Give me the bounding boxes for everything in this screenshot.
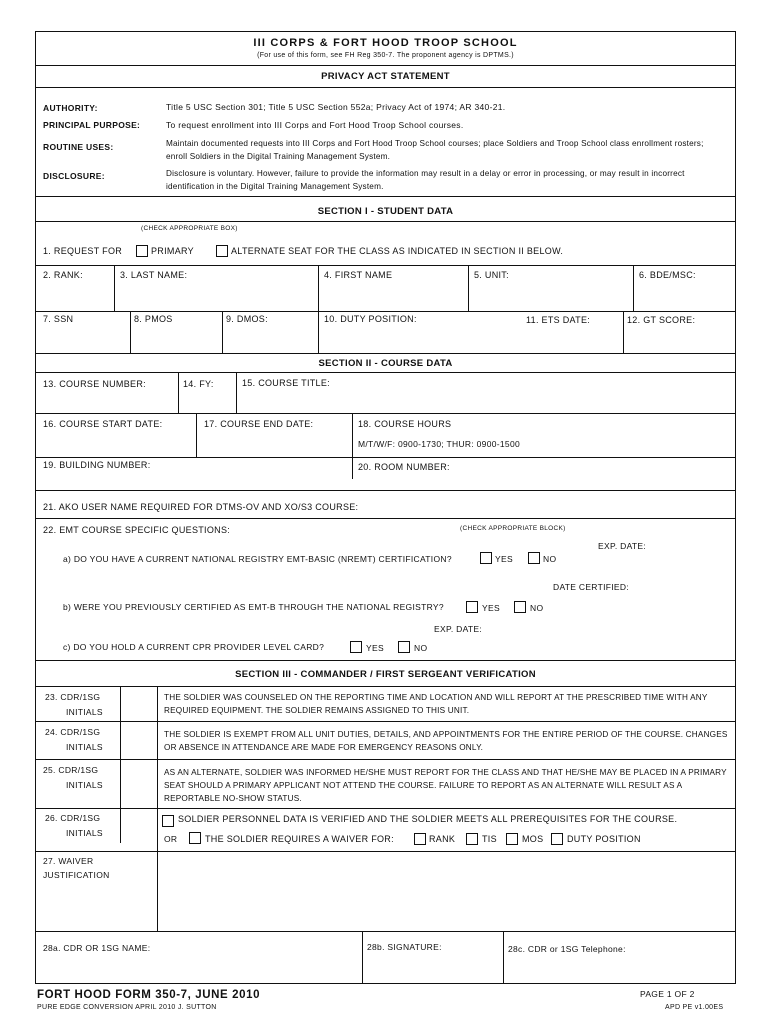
form-subtitle: (For use of this form, see FH Reg 350-7. The proponent agency is DPTMS.)	[257, 52, 514, 59]
divider	[468, 265, 469, 311]
form-number: FORT HOOD FORM 350-7, JUNE 2010	[37, 989, 261, 1001]
divider	[352, 413, 353, 479]
divider	[36, 660, 735, 661]
divider	[36, 851, 735, 852]
divider	[196, 413, 197, 457]
question-b: b) WERE YOU PREVIOUSLY CERTIFIED AS EMT-B THROUGH THE NATIONAL REGISTRY?	[63, 602, 444, 612]
exp-date-c-label: EXP. DATE:	[434, 624, 483, 634]
divider	[222, 311, 223, 353]
ssn-label: 7. SSN	[43, 314, 74, 324]
routine-uses-label: ROUTINE USES:	[43, 142, 114, 152]
exp-date-a-label: EXP. DATE:	[598, 541, 647, 551]
divider	[633, 265, 634, 311]
divider	[36, 65, 735, 66]
building-label: 19. BUILDING NUMBER:	[43, 460, 151, 470]
duty-position-checkbox[interactable]	[551, 833, 563, 845]
first-name-label: 4. FIRST NAME	[324, 270, 393, 280]
room-label: 20. ROOM NUMBER:	[358, 462, 450, 472]
qa-no-checkbox[interactable]	[528, 552, 540, 564]
course-hours-label: 18. COURSE HOURS	[358, 419, 452, 429]
divider	[36, 490, 735, 491]
row25-number: 25. CDR/1SG	[43, 765, 99, 775]
telephone-label: 28c. CDR or 1SG Telephone:	[508, 944, 626, 954]
dmos-label: 9. DMOS:	[226, 314, 268, 324]
alternate-checkbox[interactable]	[216, 245, 228, 257]
primary-checkbox[interactable]	[136, 245, 148, 257]
divider	[120, 686, 121, 843]
divider	[36, 196, 735, 197]
row23-initials: INITIALS	[66, 707, 103, 717]
row26-initials: INITIALS	[66, 828, 103, 838]
waiver-label: 27. WAIVER	[43, 856, 94, 866]
divider	[36, 931, 735, 932]
divider	[178, 372, 179, 413]
mos-label: MOS	[522, 834, 544, 844]
qc-no-checkbox[interactable]	[398, 641, 410, 653]
divider	[36, 87, 735, 88]
row23-number: 23. CDR/1SG	[45, 692, 101, 702]
row26-line1: SOLDIER PERSONNEL DATA IS VERIFIED AND THE SOLDIER MEETS ALL PREREQUISITES FOR THE COURSE.	[178, 814, 678, 824]
divider	[36, 221, 735, 222]
rank-label: RANK	[429, 834, 456, 844]
divider	[36, 457, 735, 458]
ako-label: 21. AKO USER NAME REQUIRED FOR DTMS-OV AND XO/S3 COURSE:	[43, 502, 359, 512]
section2-heading: SECTION II - COURSE DATA	[318, 358, 453, 369]
qb-yes-label: YES	[482, 603, 500, 613]
divider	[130, 311, 131, 353]
section3-heading: SECTION III - COMMANDER / FIRST SERGEANT VERIFICATION	[235, 669, 536, 680]
alternate-label: ALTERNATE SEAT FOR THE CLASS AS INDICATED IN SECTION II BELOW.	[231, 246, 564, 256]
divider	[623, 311, 624, 353]
row24-initials: INITIALS	[66, 742, 103, 752]
divider	[36, 353, 735, 354]
qc-yes-label: YES	[366, 643, 384, 653]
row25-initials: INITIALS	[66, 780, 103, 790]
primary-label: PRIMARY	[151, 246, 194, 256]
divider	[36, 518, 735, 519]
gt-score-label: 12. GT SCORE:	[627, 315, 696, 325]
check-block-note: (CHECK APPROPRIATE BLOCK)	[460, 525, 566, 532]
divider	[318, 311, 319, 353]
fy-label: 14. FY:	[183, 379, 214, 389]
start-date-label: 16. COURSE START DATE:	[43, 419, 163, 429]
row26-number: 26. CDR/1SG	[45, 813, 101, 823]
rank-label: 2. RANK:	[43, 270, 83, 280]
last-name-label: 3. LAST NAME:	[120, 270, 188, 280]
divider	[36, 413, 735, 414]
qa-yes-checkbox[interactable]	[480, 552, 492, 564]
qb-no-label: NO	[530, 603, 544, 613]
privacy-heading: PRIVACY ACT STATEMENT	[321, 71, 450, 82]
divider	[36, 686, 735, 687]
tis-label: TIS	[482, 834, 497, 844]
troop-school-form	[35, 31, 736, 984]
justification-label: JUSTIFICATION	[43, 870, 110, 880]
or-label: OR	[164, 834, 178, 844]
principal-purpose-label: PRINCIPAL PURPOSE:	[43, 120, 141, 130]
qa-no-label: NO	[543, 554, 557, 564]
course-number-label: 13. COURSE NUMBER:	[43, 379, 146, 389]
signature-label: 28b. SIGNATURE:	[367, 942, 442, 952]
principal-purpose-text: To request enrollment into III Corps and Fort Hood Troop School courses.	[166, 120, 464, 130]
divider	[36, 265, 735, 266]
divider	[36, 759, 735, 760]
mos-checkbox[interactable]	[506, 833, 518, 845]
divider	[503, 931, 504, 983]
course-hours-value: M/T/W/F: 0900-1730; THUR: 0900-1500	[358, 439, 520, 449]
row23-text: THE SOLDIER WAS COUNSELED ON THE REPORTING TIME AND LOCATION AND WILL REPORT AT THE PRESCRIBED TIME WITH ANY REQUIRED EQUIPMENT. THE SOLDIER REMAINS ASSIGNED TO THIS UNIT.	[164, 693, 708, 715]
date-certified-label: DATE CERTIFIED:	[553, 582, 629, 592]
question-c: c) DO YOU HOLD A CURRENT CPR PROVIDER LEVEL CARD?	[63, 642, 325, 652]
unit-label: 5. UNIT:	[474, 270, 509, 280]
routine-uses-text: Maintain documented requests into III Corps and Fort Hood Troop School courses; place Soldiers and Troop School class enrollment rosters; enroll Soldiers in the Digital Training Management System.	[166, 139, 704, 161]
disclosure-text: Disclosure is voluntary. However, failure to provide the information may result in a delay or error in processing, or may result in incorrect identification in the Digital Training Management System.	[166, 169, 685, 191]
form-title: III CORPS & FORT HOOD TROOP SCHOOL	[253, 37, 518, 49]
duty-position-label: DUTY POSITION	[567, 834, 641, 844]
row25-text: AS AN ALTERNATE, SOLDIER WAS INFORMED HE/SHE MUST REPORT FOR THE CLASS AND THAT HE/SHE MAY BE PLACED IN A PRIMARY SEAT SHOULD A PRIMARY APPLICANT NOT ATTEND THE COURSE. FAILURE TO REPORT AS AN ALTERNATE WILL RESULT AS A REPORTABLE NO-SHOW STATUS.	[164, 768, 727, 803]
divider	[236, 372, 237, 413]
prerequisites-checkbox[interactable]	[162, 815, 174, 827]
divider	[36, 721, 735, 722]
qa-yes-label: YES	[495, 554, 513, 564]
row24-text: THE SOLDIER IS EXEMPT FROM ALL UNIT DUTIES, DETAILS, AND APPOINTMENTS FOR THE ENTIRE PERIOD OF THE COURSE. CHANGES OR ABSENCE IN ATTENDANCE ARE MADE FOR EMERGENCY REASONS ONLY.	[164, 730, 728, 752]
end-date-label: 17. COURSE END DATE:	[204, 419, 314, 429]
request-for-label: 1. REQUEST FOR	[43, 246, 123, 256]
check-box-note: (CHECK APPROPRIATE BOX)	[141, 225, 238, 232]
section1-heading: SECTION I - STUDENT DATA	[317, 206, 454, 217]
duty-position-label: 10. DUTY POSITION:	[324, 314, 417, 324]
divider	[318, 265, 319, 311]
qc-no-label: NO	[414, 643, 428, 653]
qb-yes-checkbox[interactable]	[466, 601, 478, 613]
emt-label: 22. EMT COURSE SPECIFIC QUESTIONS:	[43, 525, 231, 535]
divider	[36, 808, 735, 809]
divider	[362, 931, 363, 983]
conversion-note: PURE EDGE CONVERSION APRIL 2010 J. SUTTON	[37, 1004, 217, 1011]
authority-label: AUTHORITY:	[43, 103, 98, 113]
question-a: a) DO YOU HAVE A CURRENT NATIONAL REGISTRY EMT-BASIC (NREMT) CERTIFICATION?	[63, 554, 452, 564]
waiver-for-label: THE SOLDIER REQUIRES A WAIVER FOR:	[205, 834, 394, 844]
tis-checkbox[interactable]	[466, 833, 478, 845]
course-title-label: 15. COURSE TITLE:	[242, 378, 330, 388]
waiver-checkbox[interactable]	[189, 832, 201, 844]
row24-number: 24. CDR/1SG	[45, 727, 101, 737]
qb-no-checkbox[interactable]	[514, 601, 526, 613]
version: APD PE v1.00ES	[665, 1004, 724, 1011]
divider	[36, 311, 735, 312]
page-number: PAGE 1 OF 2	[640, 989, 695, 999]
pmos-label: 8. PMOS	[134, 314, 173, 324]
disclosure-label: DISCLOSURE:	[43, 171, 105, 181]
bde-label: 6. BDE/MSC:	[639, 270, 696, 280]
rank-checkbox[interactable]	[414, 833, 426, 845]
divider	[114, 265, 115, 311]
divider	[36, 372, 735, 373]
ets-date-label: 11. ETS DATE:	[526, 315, 591, 325]
authority-text: Title 5 USC Section 301; Title 5 USC Section 552a; Privacy Act of 1974; AR 340-21.	[166, 102, 506, 112]
qc-yes-checkbox[interactable]	[350, 641, 362, 653]
cdr-name-label: 28a. CDR OR 1SG NAME:	[43, 943, 151, 953]
